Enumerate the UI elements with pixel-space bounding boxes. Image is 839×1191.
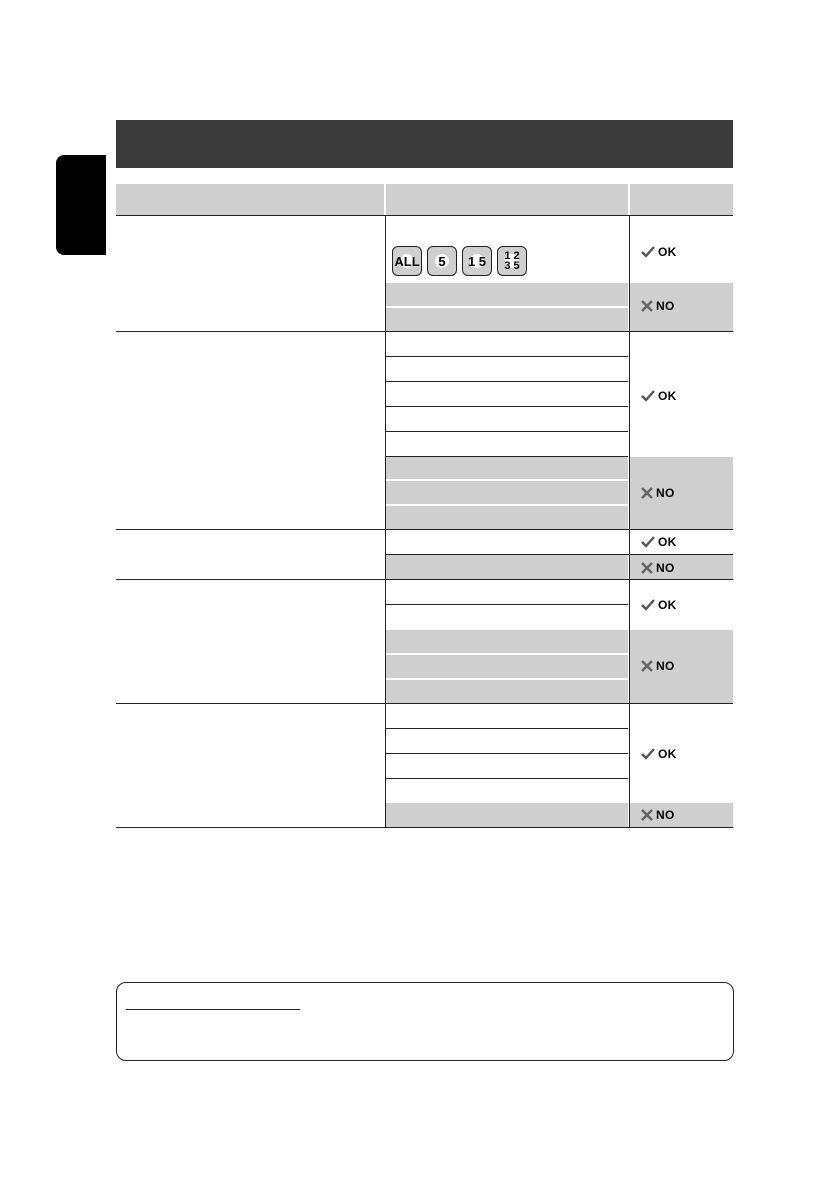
table-rule xyxy=(116,529,733,530)
table-rule xyxy=(386,356,628,357)
table-cell xyxy=(386,655,628,678)
column-divider xyxy=(385,216,386,827)
table-rule xyxy=(386,406,628,407)
table-rule xyxy=(386,381,628,382)
table-cell xyxy=(386,680,628,703)
ok-badge: OK xyxy=(641,598,677,612)
column-divider xyxy=(629,216,630,827)
ok-badge: OK xyxy=(641,747,677,761)
no-badge: NO xyxy=(641,659,675,673)
check-icon xyxy=(641,748,655,760)
table-rule xyxy=(386,753,628,754)
table-cell xyxy=(386,630,628,653)
table-rule xyxy=(116,331,733,332)
region-code-icons xyxy=(392,246,527,276)
table-cell xyxy=(386,308,628,331)
region-1-5-icon: 1 5 xyxy=(462,246,492,276)
check-icon xyxy=(641,536,655,548)
table-cell xyxy=(386,283,628,306)
cross-icon xyxy=(641,487,653,499)
region-all-icon: ALL xyxy=(392,246,422,276)
note-box xyxy=(116,982,734,1061)
table-rule xyxy=(386,431,628,432)
ok-badge: OK xyxy=(641,389,677,403)
table-rule xyxy=(116,703,733,704)
cross-icon xyxy=(641,300,653,312)
table-cell xyxy=(386,506,628,529)
no-badge: NO xyxy=(641,486,675,500)
check-icon xyxy=(641,390,655,402)
ok-badge: OK xyxy=(641,535,677,549)
table-rule xyxy=(386,728,628,729)
table-cell xyxy=(386,555,628,579)
table-cell xyxy=(386,457,628,479)
region-multi-icon: 1 2 3 5 xyxy=(497,246,527,276)
table-rule xyxy=(386,456,628,457)
table-cell xyxy=(386,481,628,504)
language-side-tab xyxy=(56,155,106,255)
no-badge: NO xyxy=(641,561,675,575)
table-rule xyxy=(116,827,733,828)
table-rule xyxy=(386,604,628,605)
table-rule xyxy=(386,778,628,779)
section-header-bar xyxy=(116,120,733,168)
ok-badge: OK xyxy=(641,245,677,259)
table-rule xyxy=(116,579,733,580)
column-header-3 xyxy=(630,184,733,215)
column-header-1 xyxy=(116,184,384,215)
column-header-2 xyxy=(386,184,628,215)
cross-icon xyxy=(641,809,653,821)
check-icon xyxy=(641,246,655,258)
cross-icon xyxy=(641,562,653,574)
cross-icon xyxy=(641,660,653,672)
region-5-icon: 5 xyxy=(427,246,457,276)
no-badge: NO xyxy=(641,808,675,822)
table-rule xyxy=(386,554,733,555)
table-cell xyxy=(386,803,628,827)
note-heading-underline xyxy=(126,1009,300,1010)
no-badge: NO xyxy=(641,299,675,313)
check-icon xyxy=(641,599,655,611)
